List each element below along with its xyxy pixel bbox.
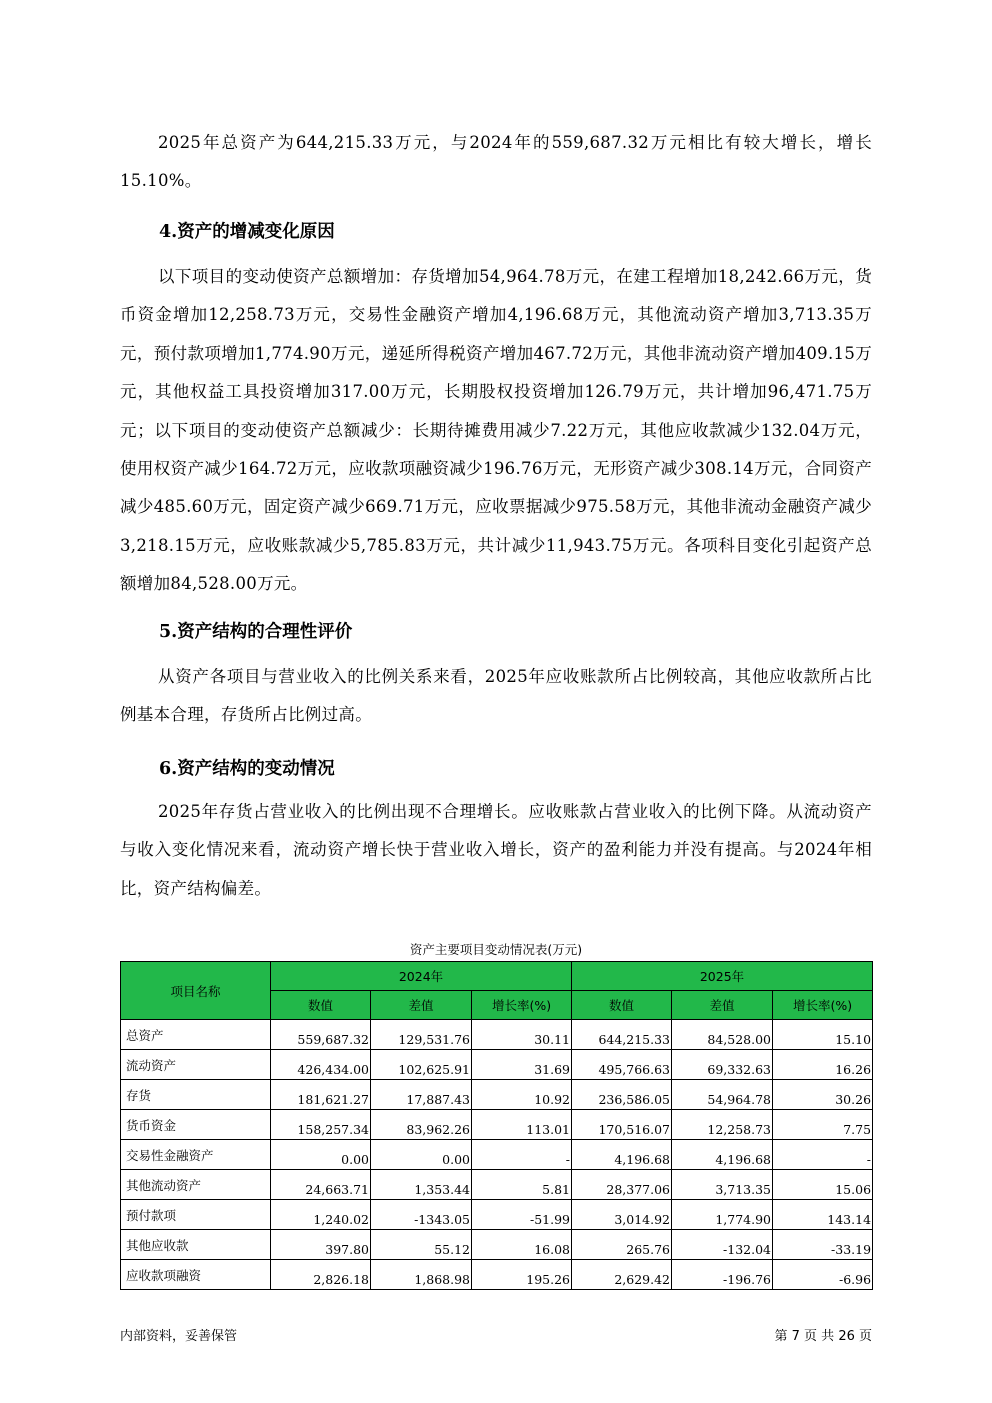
row-rate-2025: 30.26 xyxy=(773,1080,873,1110)
row-rate-2024: -51.99 xyxy=(472,1200,572,1230)
row-rate-2024: - xyxy=(472,1140,572,1170)
row-diff-2025: 4,196.68 xyxy=(672,1140,773,1170)
row-item-name: 总资产 xyxy=(121,1020,271,1050)
table-row xyxy=(121,1140,873,1170)
row-rate-2025: 143.14 xyxy=(773,1200,873,1230)
header-rate-2025: 增长率(%) xyxy=(773,991,873,1020)
row-diff-2024: 1,868.98 xyxy=(371,1260,472,1290)
row-rate-2024: 31.69 xyxy=(472,1050,572,1080)
row-diff-2024: 17,887.43 xyxy=(371,1080,472,1110)
row-value-2024: 426,434.00 xyxy=(271,1050,371,1080)
section-heading-5: 5.资产结构的合理性评价 xyxy=(159,622,353,642)
row-value-2024: 1,240.02 xyxy=(271,1200,371,1230)
table-row xyxy=(121,1110,873,1140)
structure-evaluation-paragraph: 从资产各项目与营业收入的比例关系来看，2025年应收账款所占比例较高，其他应收款所占比例基本合理，存货所占比例过高。 xyxy=(120,667,872,725)
row-value-2025: 644,215.33 xyxy=(572,1020,672,1050)
row-rate-2024: 16.08 xyxy=(472,1230,572,1260)
row-rate-2025: -33.19 xyxy=(773,1230,873,1260)
row-rate-2025: 16.26 xyxy=(773,1050,873,1080)
row-value-2024: 559,687.32 xyxy=(271,1020,371,1050)
row-diff-2024: 102,625.91 xyxy=(371,1050,472,1080)
row-item-name: 存货 xyxy=(121,1080,271,1110)
header-year-2025: 2025年 xyxy=(572,962,873,991)
footer-confidential: 内部资料，妥善保管 xyxy=(120,1329,238,1344)
row-rate-2024: 10.92 xyxy=(472,1080,572,1110)
row-diff-2025: 69,332.63 xyxy=(672,1050,773,1080)
table-row xyxy=(121,1020,873,1050)
row-item-name: 流动资产 xyxy=(121,1050,271,1080)
header-year-2024: 2024年 xyxy=(271,962,572,991)
row-value-2025: 170,516.07 xyxy=(572,1110,672,1140)
header-item-name: 项目名称 xyxy=(121,962,271,1020)
row-item-name: 其他应收款 xyxy=(121,1230,271,1260)
row-value-2024: 0.00 xyxy=(271,1140,371,1170)
row-value-2025: 495,766.63 xyxy=(572,1050,672,1080)
row-value-2025: 3,014.92 xyxy=(572,1200,672,1230)
row-value-2024: 158,257.34 xyxy=(271,1110,371,1140)
row-rate-2024: 113.01 xyxy=(472,1110,572,1140)
change-reasons-paragraph: 以下项目的变动使资产总额增加：存货增加54,964.78万元，在建工程增加18,242.66万元，货币资金增加12,258.73万元，交易性金融资产增加4,196.68万元，其他流动资产增加3,713.35万元，预付款项增加1,774.90万元，递延所得税资产增加467.72万元，其他非流动资产增加409.15万元，其他权益工具投资增加317.00万元，长期股权投资增加126.79万元，共计增加96,471.75万元；以下项目的变动使资产总额减少：长期待摊费用减少7.22万元，其他应收款减少132.04万元，使用权资产减少164.72万元，应收款项融资减少196.76万元，无形资产减少308.14万元，合同资产减少485.60万元，固定资产减少669.71万元，应收票据减少975.58万元，其他非流动金融资产减少3,218.15万元，应收账款减少5,785.83万元，共计减少11,943.75万元。各项科目变化引起资产总额增加84,528.00万元。 xyxy=(120,267,872,594)
row-diff-2025: 84,528.00 xyxy=(672,1020,773,1050)
header-rate-2024: 增长率(%) xyxy=(472,991,572,1020)
asset-change-table xyxy=(120,961,873,1290)
row-value-2024: 24,663.71 xyxy=(271,1170,371,1200)
row-item-name: 交易性金融资产 xyxy=(121,1140,271,1170)
table-row xyxy=(121,1200,873,1230)
row-diff-2025: 12,258.73 xyxy=(672,1110,773,1140)
row-diff-2025: -196.76 xyxy=(672,1260,773,1290)
structure-change-paragraph: 2025年存货占营业收入的比例出现不合理增长。应收账款占营业收入的比例下降。从流动资产与收入变化情况来看，流动资产增长快于营业收入增长，资产的盈利能力并没有提高。与2024年相比，资产结构偏差。 xyxy=(120,802,872,898)
row-item-name: 应收款项融资 xyxy=(121,1260,271,1290)
row-diff-2024: 129,531.76 xyxy=(371,1020,472,1050)
total-assets-paragraph: 2025年总资产为644,215.33万元，与2024年的559,687.32万元相比有较大增长，增长15.10%。 xyxy=(120,133,872,191)
header-diff-2024: 差值 xyxy=(371,991,472,1020)
row-rate-2025: 7.75 xyxy=(773,1110,873,1140)
row-value-2024: 2,826.18 xyxy=(271,1260,371,1290)
row-rate-2024: 195.26 xyxy=(472,1260,572,1290)
row-value-2025: 265.76 xyxy=(572,1230,672,1260)
table-caption: 资产主要项目变动情况表(万元) xyxy=(409,942,583,957)
row-value-2025: 4,196.68 xyxy=(572,1140,672,1170)
row-diff-2025: -132.04 xyxy=(672,1230,773,1260)
table-row xyxy=(121,1170,873,1200)
row-diff-2024: 1,353.44 xyxy=(371,1170,472,1200)
section-heading-6: 6.资产结构的变动情况 xyxy=(159,759,335,779)
row-rate-2025: - xyxy=(773,1140,873,1170)
row-diff-2024: -1343.05 xyxy=(371,1200,472,1230)
row-diff-2025: 3,713.35 xyxy=(672,1170,773,1200)
row-item-name: 货币资金 xyxy=(121,1110,271,1140)
header-diff-2025: 差值 xyxy=(672,991,773,1020)
row-rate-2025: -6.96 xyxy=(773,1260,873,1290)
row-diff-2024: 83,962.26 xyxy=(371,1110,472,1140)
row-value-2025: 2,629.42 xyxy=(572,1260,672,1290)
row-value-2024: 397.80 xyxy=(271,1230,371,1260)
header-value-2025: 数值 xyxy=(572,991,672,1020)
table-row xyxy=(121,1050,873,1080)
row-item-name: 其他流动资产 xyxy=(121,1170,271,1200)
row-rate-2024: 30.11 xyxy=(472,1020,572,1050)
row-rate-2025: 15.10 xyxy=(773,1020,873,1050)
section-heading-4: 4.资产的增减变化原因 xyxy=(159,222,335,242)
row-value-2025: 236,586.05 xyxy=(572,1080,672,1110)
row-value-2024: 181,621.27 xyxy=(271,1080,371,1110)
row-diff-2025: 1,774.90 xyxy=(672,1200,773,1230)
row-item-name: 预付款项 xyxy=(121,1200,271,1230)
row-rate-2025: 15.06 xyxy=(773,1170,873,1200)
row-value-2025: 28,377.06 xyxy=(572,1170,672,1200)
row-diff-2025: 54,964.78 xyxy=(672,1080,773,1110)
footer-page-number: 第 7 页 共 26 页 xyxy=(774,1329,872,1344)
table-row xyxy=(121,1080,873,1110)
table-body xyxy=(121,1020,873,1290)
row-rate-2024: 5.81 xyxy=(472,1170,572,1200)
row-diff-2024: 55.12 xyxy=(371,1230,472,1260)
header-value-2024: 数值 xyxy=(271,991,371,1020)
row-diff-2024: 0.00 xyxy=(371,1140,472,1170)
table-row xyxy=(121,1230,873,1260)
table-row xyxy=(121,1260,873,1290)
